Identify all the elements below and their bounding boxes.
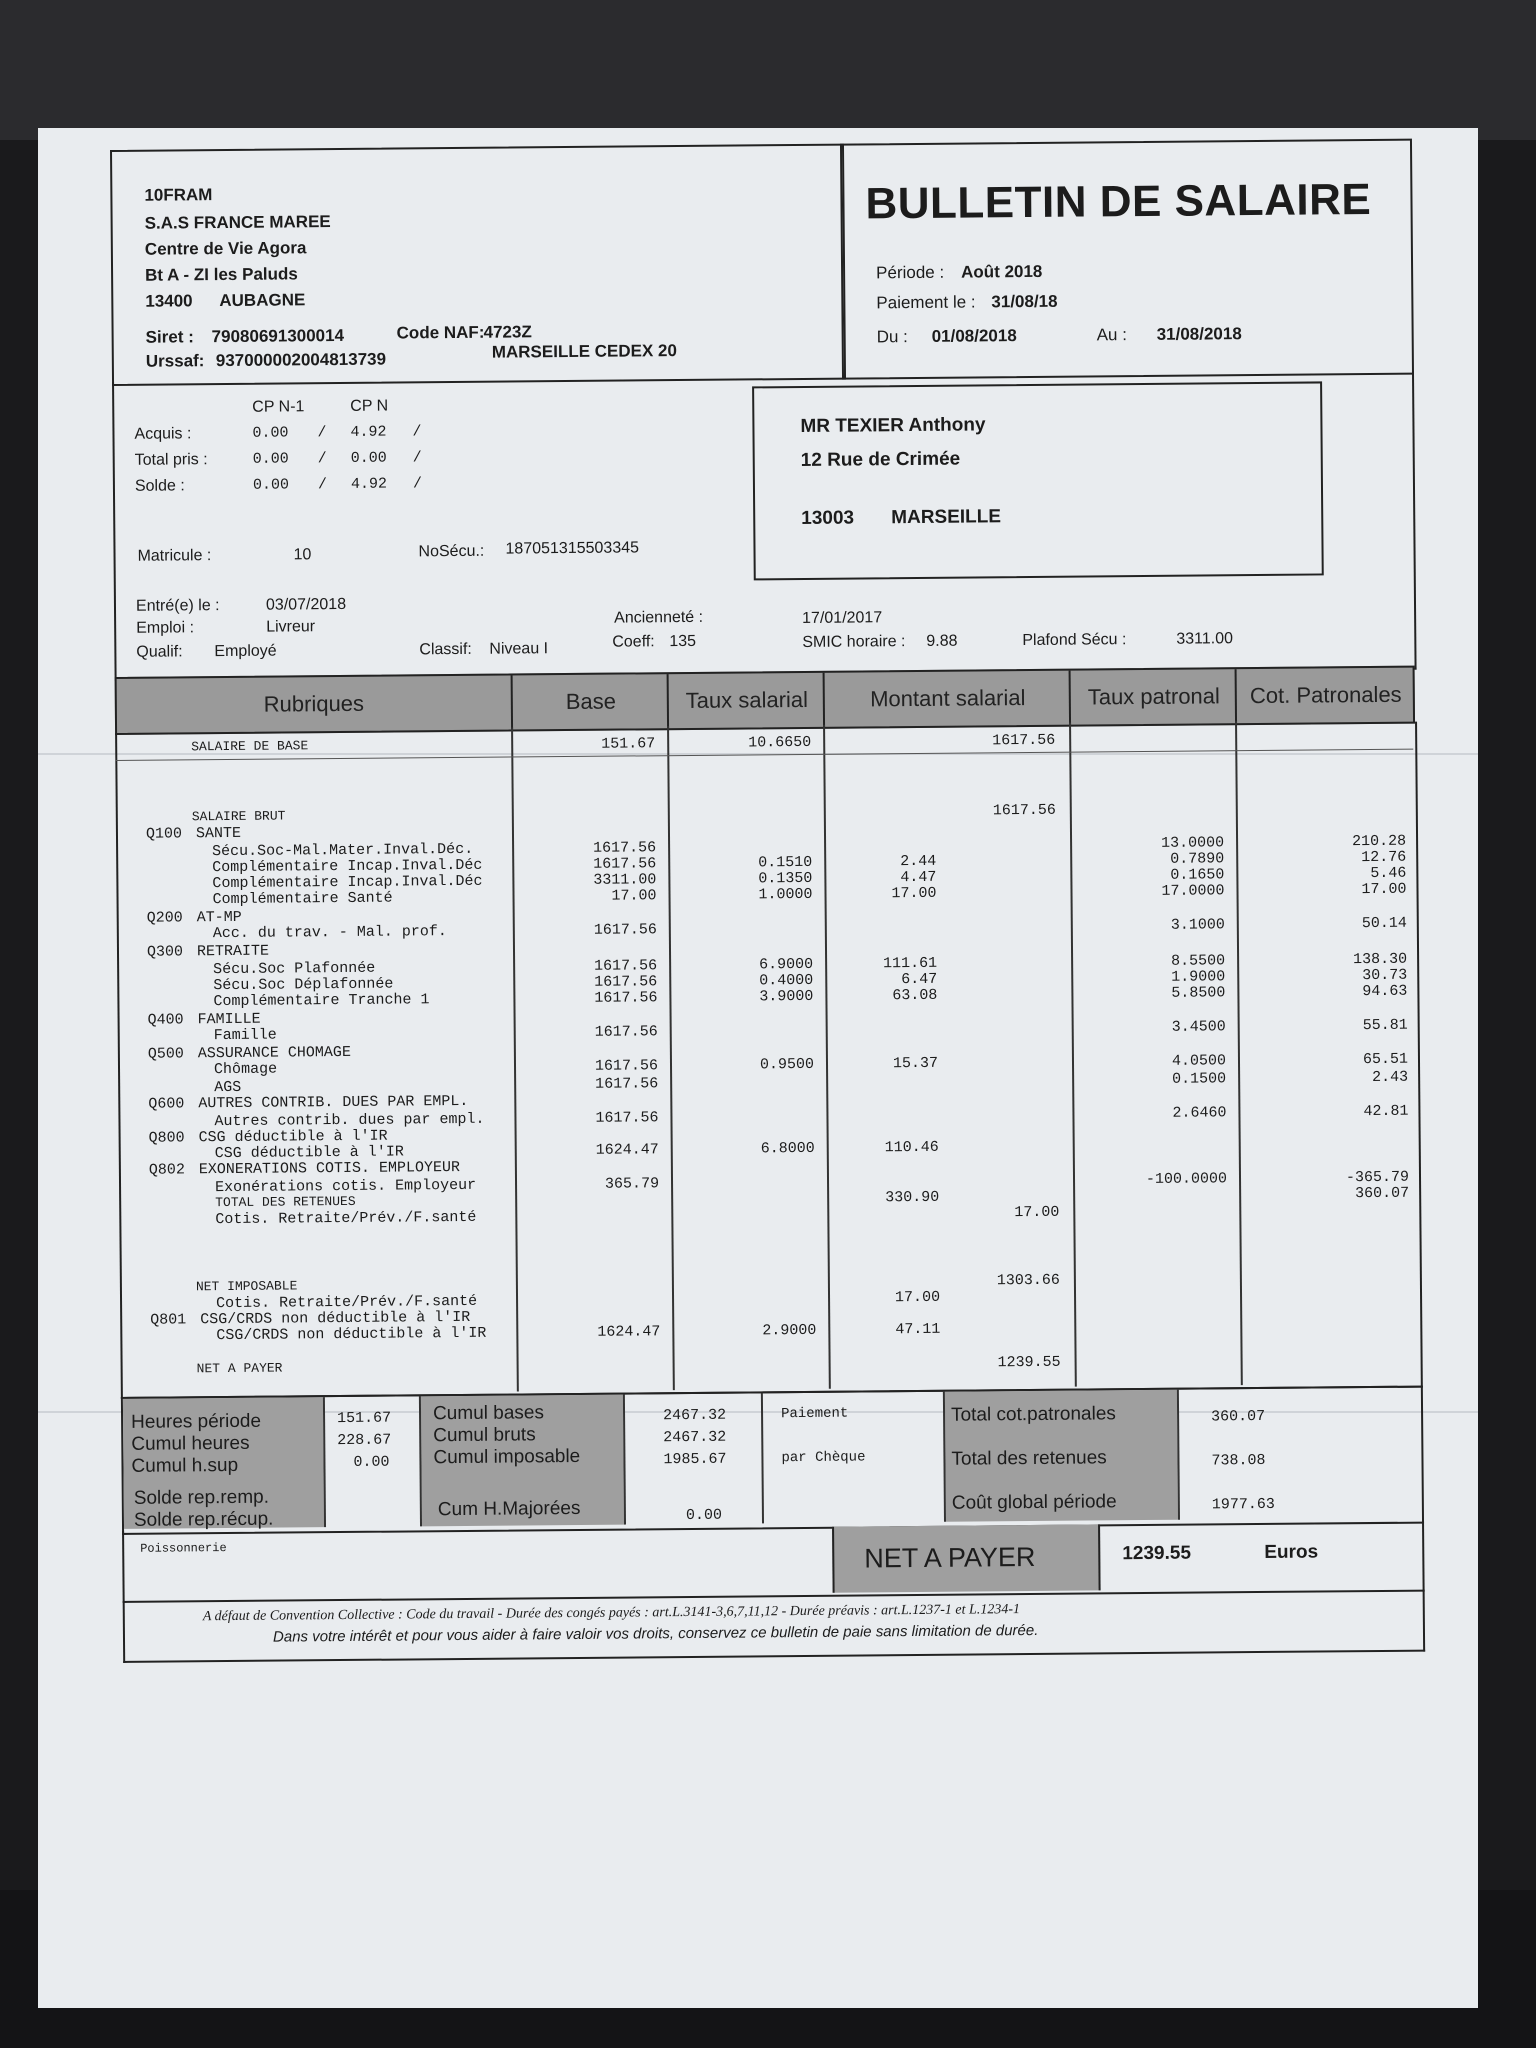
heures-periode-label: Heures période bbox=[131, 1410, 262, 1433]
cell-taux-sal: 0.4000 bbox=[759, 971, 814, 990]
cell-taux-pat: 2.6460 bbox=[1172, 1104, 1227, 1122]
separator: / bbox=[412, 423, 422, 441]
cell-base: 3311.00 bbox=[593, 871, 657, 889]
cell-taux-pat: 0.7890 bbox=[1170, 850, 1225, 868]
cell-taux-pat: 13.0000 bbox=[1161, 834, 1225, 852]
cell-ret: 2.44 bbox=[900, 852, 937, 871]
cell-base: 1617.56 bbox=[594, 989, 658, 1007]
cell-taux-sal: 10.6650 bbox=[748, 733, 812, 752]
smic-value: 9.88 bbox=[926, 632, 958, 650]
cell-taux-sal: 0.9500 bbox=[759, 1055, 815, 1074]
column-header: Rubriques bbox=[263, 690, 365, 717]
cell-gain: 1303.66 bbox=[996, 1271, 1060, 1290]
row-label: CSG déductible à l'IR bbox=[198, 1127, 388, 1147]
row-label: TOTAL DES RETENUES bbox=[215, 1193, 356, 1211]
periode-value: Août 2018 bbox=[961, 261, 1043, 282]
row-label: Sécu.Soc Déplafonnée bbox=[213, 975, 394, 995]
cell-base: 1624.47 bbox=[597, 1323, 661, 1341]
row-label: Complémentaire Incap.Inval.Déc bbox=[212, 856, 483, 877]
cumul-heures-label: Cumul heures bbox=[131, 1432, 250, 1455]
cout-global-label: Coût global période bbox=[951, 1491, 1117, 1514]
employer-postcode: 13400 bbox=[145, 291, 193, 311]
row-label: CSG/CRDS non déductible à l'IR bbox=[200, 1308, 471, 1329]
row-label: SANTE bbox=[195, 824, 242, 843]
paiement-label: Paiement bbox=[780, 1405, 849, 1423]
solde-recup-label: Solde rep.récup. bbox=[133, 1508, 274, 1531]
cell-taux-pat: 3.4500 bbox=[1171, 1018, 1226, 1036]
siret-value: 79080691300014 bbox=[211, 325, 345, 347]
row-label: RETRAITE bbox=[196, 942, 270, 961]
row-label: CSG déductible à l'IR bbox=[214, 1143, 404, 1163]
cell-taux-pat: 5.8500 bbox=[1171, 984, 1226, 1002]
cumul-bruts-label: Cumul bruts bbox=[433, 1424, 536, 1447]
paiement-date: 31/08/18 bbox=[991, 291, 1058, 312]
conges-col1: CP N-1 bbox=[252, 398, 305, 416]
cell-gain: 1617.56 bbox=[992, 801, 1056, 820]
cell-taux-pat: 4.0500 bbox=[1171, 1052, 1227, 1070]
cell-base: 1617.56 bbox=[593, 839, 657, 857]
row-code: Q200 bbox=[146, 909, 183, 927]
cell-ret: 330.90 bbox=[885, 1188, 940, 1207]
cell-ret: 111.61 bbox=[883, 954, 938, 973]
qualif-value: Employé bbox=[214, 642, 277, 661]
cell-taux-pat: 1.9000 bbox=[1171, 968, 1226, 986]
conges-label: Total pris : bbox=[134, 451, 208, 469]
total-patronales-label: Total cot.patronales bbox=[950, 1403, 1116, 1426]
coeff-value: 135 bbox=[669, 632, 697, 651]
cumul-bases-value: 2467.32 bbox=[662, 1406, 727, 1425]
cell-base: 1617.56 bbox=[595, 1109, 659, 1127]
row-label: Complémentaire Incap.Inval.Déc bbox=[212, 872, 483, 893]
cumul-bases-label: Cumul bases bbox=[432, 1402, 545, 1425]
row-label: NET A PAYER bbox=[196, 1360, 283, 1377]
row-label: SALAIRE DE BASE bbox=[191, 738, 309, 755]
row-label: NET IMPOSABLE bbox=[195, 1278, 298, 1295]
row-label: Cotis. Retraite/Prév./F.santé bbox=[215, 1292, 478, 1313]
employer-address1: Centre de Vie Agora bbox=[144, 238, 307, 259]
employer-city: AUBAGNE bbox=[219, 290, 306, 311]
du-label: Du : bbox=[876, 327, 908, 347]
cell-cot-pat: 2.43 bbox=[1372, 1068, 1409, 1087]
cell-taux-pat: 0.1500 bbox=[1172, 1070, 1227, 1088]
heures-periode-value: 151.67 bbox=[337, 1409, 392, 1428]
emploi-label: Emploi : bbox=[136, 619, 195, 637]
row-label: Complémentaire Santé bbox=[212, 889, 393, 909]
cumul-heures-value: 228.67 bbox=[337, 1431, 392, 1450]
nosecu-value: 187051315503345 bbox=[505, 539, 640, 558]
cell-base: 1617.56 bbox=[594, 1057, 659, 1075]
net-a-payer-label: NET A PAYER bbox=[864, 1541, 1036, 1574]
cell-gain: 17.00 bbox=[1014, 1203, 1060, 1222]
row-label: Acc. du trav. - Mal. prof. bbox=[212, 923, 447, 943]
plafond-value: 3311.00 bbox=[1176, 630, 1234, 648]
column-header: Montant salarial bbox=[823, 671, 1071, 727]
anciennete-value: 17/01/2017 bbox=[802, 609, 883, 627]
row-label: EXONERATIONS COTIS. EMPLOYEUR bbox=[198, 1158, 461, 1179]
cell-taux-pat: 17.0000 bbox=[1161, 882, 1225, 900]
row-label: Sécu.Soc-Mal.Mater.Inval.Déc. bbox=[212, 840, 474, 861]
anciennete-label: Ancienneté : bbox=[614, 608, 704, 627]
urssaf-value: 937000002004813739 bbox=[215, 349, 387, 371]
cell-base: 151.67 bbox=[601, 735, 656, 753]
cell-cot-pat: 55.81 bbox=[1362, 1016, 1408, 1035]
classif-label: Classif: bbox=[419, 640, 472, 659]
cell-taux-sal: 3.9000 bbox=[759, 987, 814, 1006]
cell-taux-pat: 3.1000 bbox=[1170, 916, 1225, 934]
cell-cot-pat: 50.14 bbox=[1361, 914, 1407, 933]
cell-cot-pat: 65.51 bbox=[1362, 1050, 1409, 1069]
row-label: Chômage bbox=[213, 1060, 278, 1079]
cell-base: 1617.56 bbox=[594, 957, 658, 975]
conges-value: 4.92 bbox=[350, 475, 388, 493]
conges-label: Acquis : bbox=[134, 425, 192, 443]
total-retenues-value: 738.08 bbox=[1211, 1451, 1266, 1470]
net-a-payer-value: 1239.55 bbox=[1122, 1542, 1192, 1565]
employer-address2: Bt A - ZI les Paluds bbox=[145, 264, 298, 285]
row-code: Q802 bbox=[148, 1161, 185, 1179]
cell-cot-pat: 138.30 bbox=[1353, 950, 1408, 969]
page-title: BULLETIN DE SALAIRE bbox=[865, 174, 1372, 229]
emploi-value: Livreur bbox=[266, 618, 316, 636]
cell-base: 1624.47 bbox=[595, 1141, 659, 1159]
coeff-label: Coeff: bbox=[612, 633, 655, 651]
row-label: Famille bbox=[213, 1026, 277, 1045]
cell-taux-pat: -100.0000 bbox=[1145, 1170, 1228, 1188]
row-code: Q801 bbox=[150, 1311, 187, 1329]
employee-address-box bbox=[752, 381, 1324, 580]
conges-value: 0.00 bbox=[252, 476, 290, 494]
employer-name: S.A.S FRANCE MAREE bbox=[144, 212, 331, 233]
siret-label: Siret : bbox=[145, 327, 194, 347]
conges-value: 0.00 bbox=[252, 450, 289, 468]
payslip bbox=[110, 139, 1425, 1910]
separator: / bbox=[412, 475, 423, 493]
cell-cot-pat: -365.79 bbox=[1345, 1168, 1410, 1187]
column-header: Taux salarial bbox=[667, 673, 825, 728]
separator: / bbox=[317, 450, 327, 468]
solde-remp-label: Solde rep.remp. bbox=[133, 1486, 270, 1509]
separator: / bbox=[317, 476, 328, 494]
nosecu-label: NoSécu.: bbox=[418, 542, 485, 561]
conges-value: 4.92 bbox=[350, 423, 387, 441]
cell-base: 17.00 bbox=[611, 887, 657, 905]
row-code: Q800 bbox=[148, 1129, 185, 1147]
employee-postcode: 13003 bbox=[801, 507, 855, 529]
cell-ret: 15.37 bbox=[892, 1054, 939, 1073]
cumul-hsup-label: Cumul h.sup bbox=[131, 1454, 239, 1477]
cum-hmaj-value: 0.00 bbox=[685, 1506, 723, 1525]
cell-ret: 17.00 bbox=[894, 1288, 941, 1307]
cell-taux-pat: 8.5500 bbox=[1171, 952, 1226, 970]
cell-ret: 47.11 bbox=[895, 1320, 941, 1339]
legal-notice-1: A défaut de Convention Collective : Code du travail - Durée des congés payés : art.L.3141-3,6,7,11,12 - Durée préavis : art.L.1237-1 et L.1234-1 bbox=[202, 1602, 1021, 1625]
row-label: SALAIRE BRUT bbox=[191, 808, 286, 825]
plafond-label: Plafond Sécu : bbox=[1022, 631, 1127, 650]
cell-cot-pat: 94.63 bbox=[1362, 982, 1408, 1001]
cell-ret: 63.08 bbox=[892, 986, 938, 1005]
row-label: Exonérations cotis. Employeur bbox=[214, 1176, 477, 1197]
cell-cot-pat: 42.81 bbox=[1363, 1102, 1409, 1121]
cell-cot-pat: 360.07 bbox=[1355, 1184, 1410, 1203]
separator: / bbox=[317, 424, 327, 442]
employee-street: 12 Rue de Crimée bbox=[800, 448, 961, 471]
cell-cot-pat: 12.76 bbox=[1361, 848, 1407, 867]
entree-label: Entré(e) le : bbox=[135, 597, 220, 615]
cell-base: 1617.56 bbox=[593, 855, 657, 873]
row-label: Sécu.Soc Plafonnée bbox=[213, 959, 376, 979]
legal-notice-2: Dans votre intérêt et pour vous aider à faire valoir vos droits, conservez ce bulletin de paie sans limitation de durée. bbox=[272, 1621, 1039, 1646]
employee-city: MARSEILLE bbox=[891, 506, 1002, 529]
smic-label: SMIC horaire : bbox=[802, 633, 906, 651]
row-label: Autres contrib. dues par empl. bbox=[214, 1110, 485, 1131]
row-code: Q600 bbox=[148, 1095, 185, 1113]
au-value: 31/08/2018 bbox=[1156, 324, 1242, 344]
cell-cot-pat: 210.28 bbox=[1351, 832, 1407, 851]
separator: / bbox=[412, 449, 422, 467]
periode-label: Période : bbox=[876, 262, 945, 283]
cell-ret: 17.00 bbox=[891, 884, 937, 903]
row-label: Cotis. Retraite/Prév./F.santé bbox=[215, 1208, 477, 1229]
row-label: FAMILLE bbox=[197, 1010, 261, 1029]
cumul-hsup-value: 0.00 bbox=[353, 1453, 390, 1471]
row-label: CSG/CRDS non déductible à l'IR bbox=[216, 1324, 487, 1345]
row-label: Complémentaire Tranche 1 bbox=[213, 991, 430, 1011]
entree-value: 03/07/2018 bbox=[265, 595, 347, 614]
qualif-label: Qualif: bbox=[136, 643, 183, 661]
row-code: Q400 bbox=[147, 1011, 184, 1029]
cell-taux-sal: 6.8000 bbox=[760, 1139, 815, 1158]
row-code: Q500 bbox=[147, 1045, 184, 1063]
row-label: AT-MP bbox=[196, 908, 242, 927]
cell-taux-sal: 2.9000 bbox=[762, 1321, 817, 1340]
column-header: Cot. Patronales bbox=[1235, 668, 1415, 724]
row-code: Q100 bbox=[145, 825, 183, 843]
cell-gain: 1239.55 bbox=[997, 1353, 1061, 1372]
cell-base: 1617.56 bbox=[595, 1075, 659, 1093]
cum-hmaj-label: Cum H.Majorées bbox=[437, 1497, 581, 1521]
cell-taux-sal: 0.1510 bbox=[758, 853, 813, 872]
conges-value: 0.00 bbox=[350, 449, 387, 467]
cell-taux-sal: 0.1350 bbox=[758, 869, 813, 888]
paiement-label: Paiement le : bbox=[876, 292, 976, 313]
row-code: Q300 bbox=[146, 943, 184, 961]
cell-gain: 1617.56 bbox=[992, 731, 1056, 750]
currency-label: Euros bbox=[1264, 1541, 1319, 1563]
employee-name: MR TEXIER Anthony bbox=[800, 414, 986, 437]
cell-ret: 6.47 bbox=[901, 970, 938, 989]
du-value: 01/08/2018 bbox=[931, 326, 1017, 346]
cell-base: 1617.56 bbox=[594, 1023, 658, 1041]
employer-code: 10FRAM bbox=[144, 185, 213, 205]
cell-base: 1617.56 bbox=[594, 973, 658, 991]
cell-base: 365.79 bbox=[604, 1175, 660, 1193]
row-label: ASSURANCE CHOMAGE bbox=[197, 1043, 351, 1063]
conges-col2: CP N bbox=[350, 397, 389, 415]
cout-global-value: 1977.63 bbox=[1211, 1495, 1275, 1514]
column-header: Taux patronal bbox=[1069, 669, 1237, 724]
cell-taux-pat: 0.1650 bbox=[1170, 866, 1225, 884]
cell-taux-sal: 6.9000 bbox=[759, 955, 814, 974]
urssaf-label: Urssaf: bbox=[145, 351, 205, 371]
cell-cot-pat: 5.46 bbox=[1370, 864, 1407, 883]
cumul-bruts-value: 2467.32 bbox=[663, 1428, 727, 1447]
urssaf-city: MARSEILLE CEDEX 20 bbox=[491, 341, 678, 362]
cell-base: 1617.56 bbox=[593, 921, 657, 939]
matricule-label: Matricule : bbox=[137, 547, 212, 565]
paiement-mode: par Chèque bbox=[781, 1449, 866, 1467]
column-header: Base bbox=[511, 674, 669, 729]
conges-label: Solde : bbox=[134, 477, 185, 495]
cell-ret: 110.46 bbox=[884, 1138, 939, 1157]
cell-taux-sal: 1.0000 bbox=[758, 885, 813, 904]
row-label: AUTRES CONTRIB. DUES PAR EMPL. bbox=[198, 1092, 469, 1113]
convention-label: Poissonnerie bbox=[140, 1541, 227, 1556]
cell-ret: 4.47 bbox=[900, 868, 937, 887]
au-label: Au : bbox=[1096, 325, 1127, 345]
row-label: AGS bbox=[214, 1078, 242, 1097]
cumul-imposable-label: Cumul imposable bbox=[433, 1445, 581, 1469]
matricule-value: 10 bbox=[293, 546, 312, 564]
naf-value: 4723Z bbox=[483, 322, 532, 342]
naf-label: Code NAF: bbox=[396, 322, 485, 343]
cell-cot-pat: 30.73 bbox=[1362, 966, 1408, 985]
total-retenues-label: Total des retenues bbox=[951, 1447, 1107, 1470]
conges-value: 0.00 bbox=[252, 424, 289, 442]
cell-cot-pat: 17.00 bbox=[1361, 880, 1407, 899]
background-top bbox=[0, 0, 1536, 140]
cumul-imposable-value: 1985.67 bbox=[663, 1450, 727, 1469]
total-patronales-value: 360.07 bbox=[1211, 1407, 1266, 1426]
classif-value: Niveau I bbox=[489, 640, 549, 658]
